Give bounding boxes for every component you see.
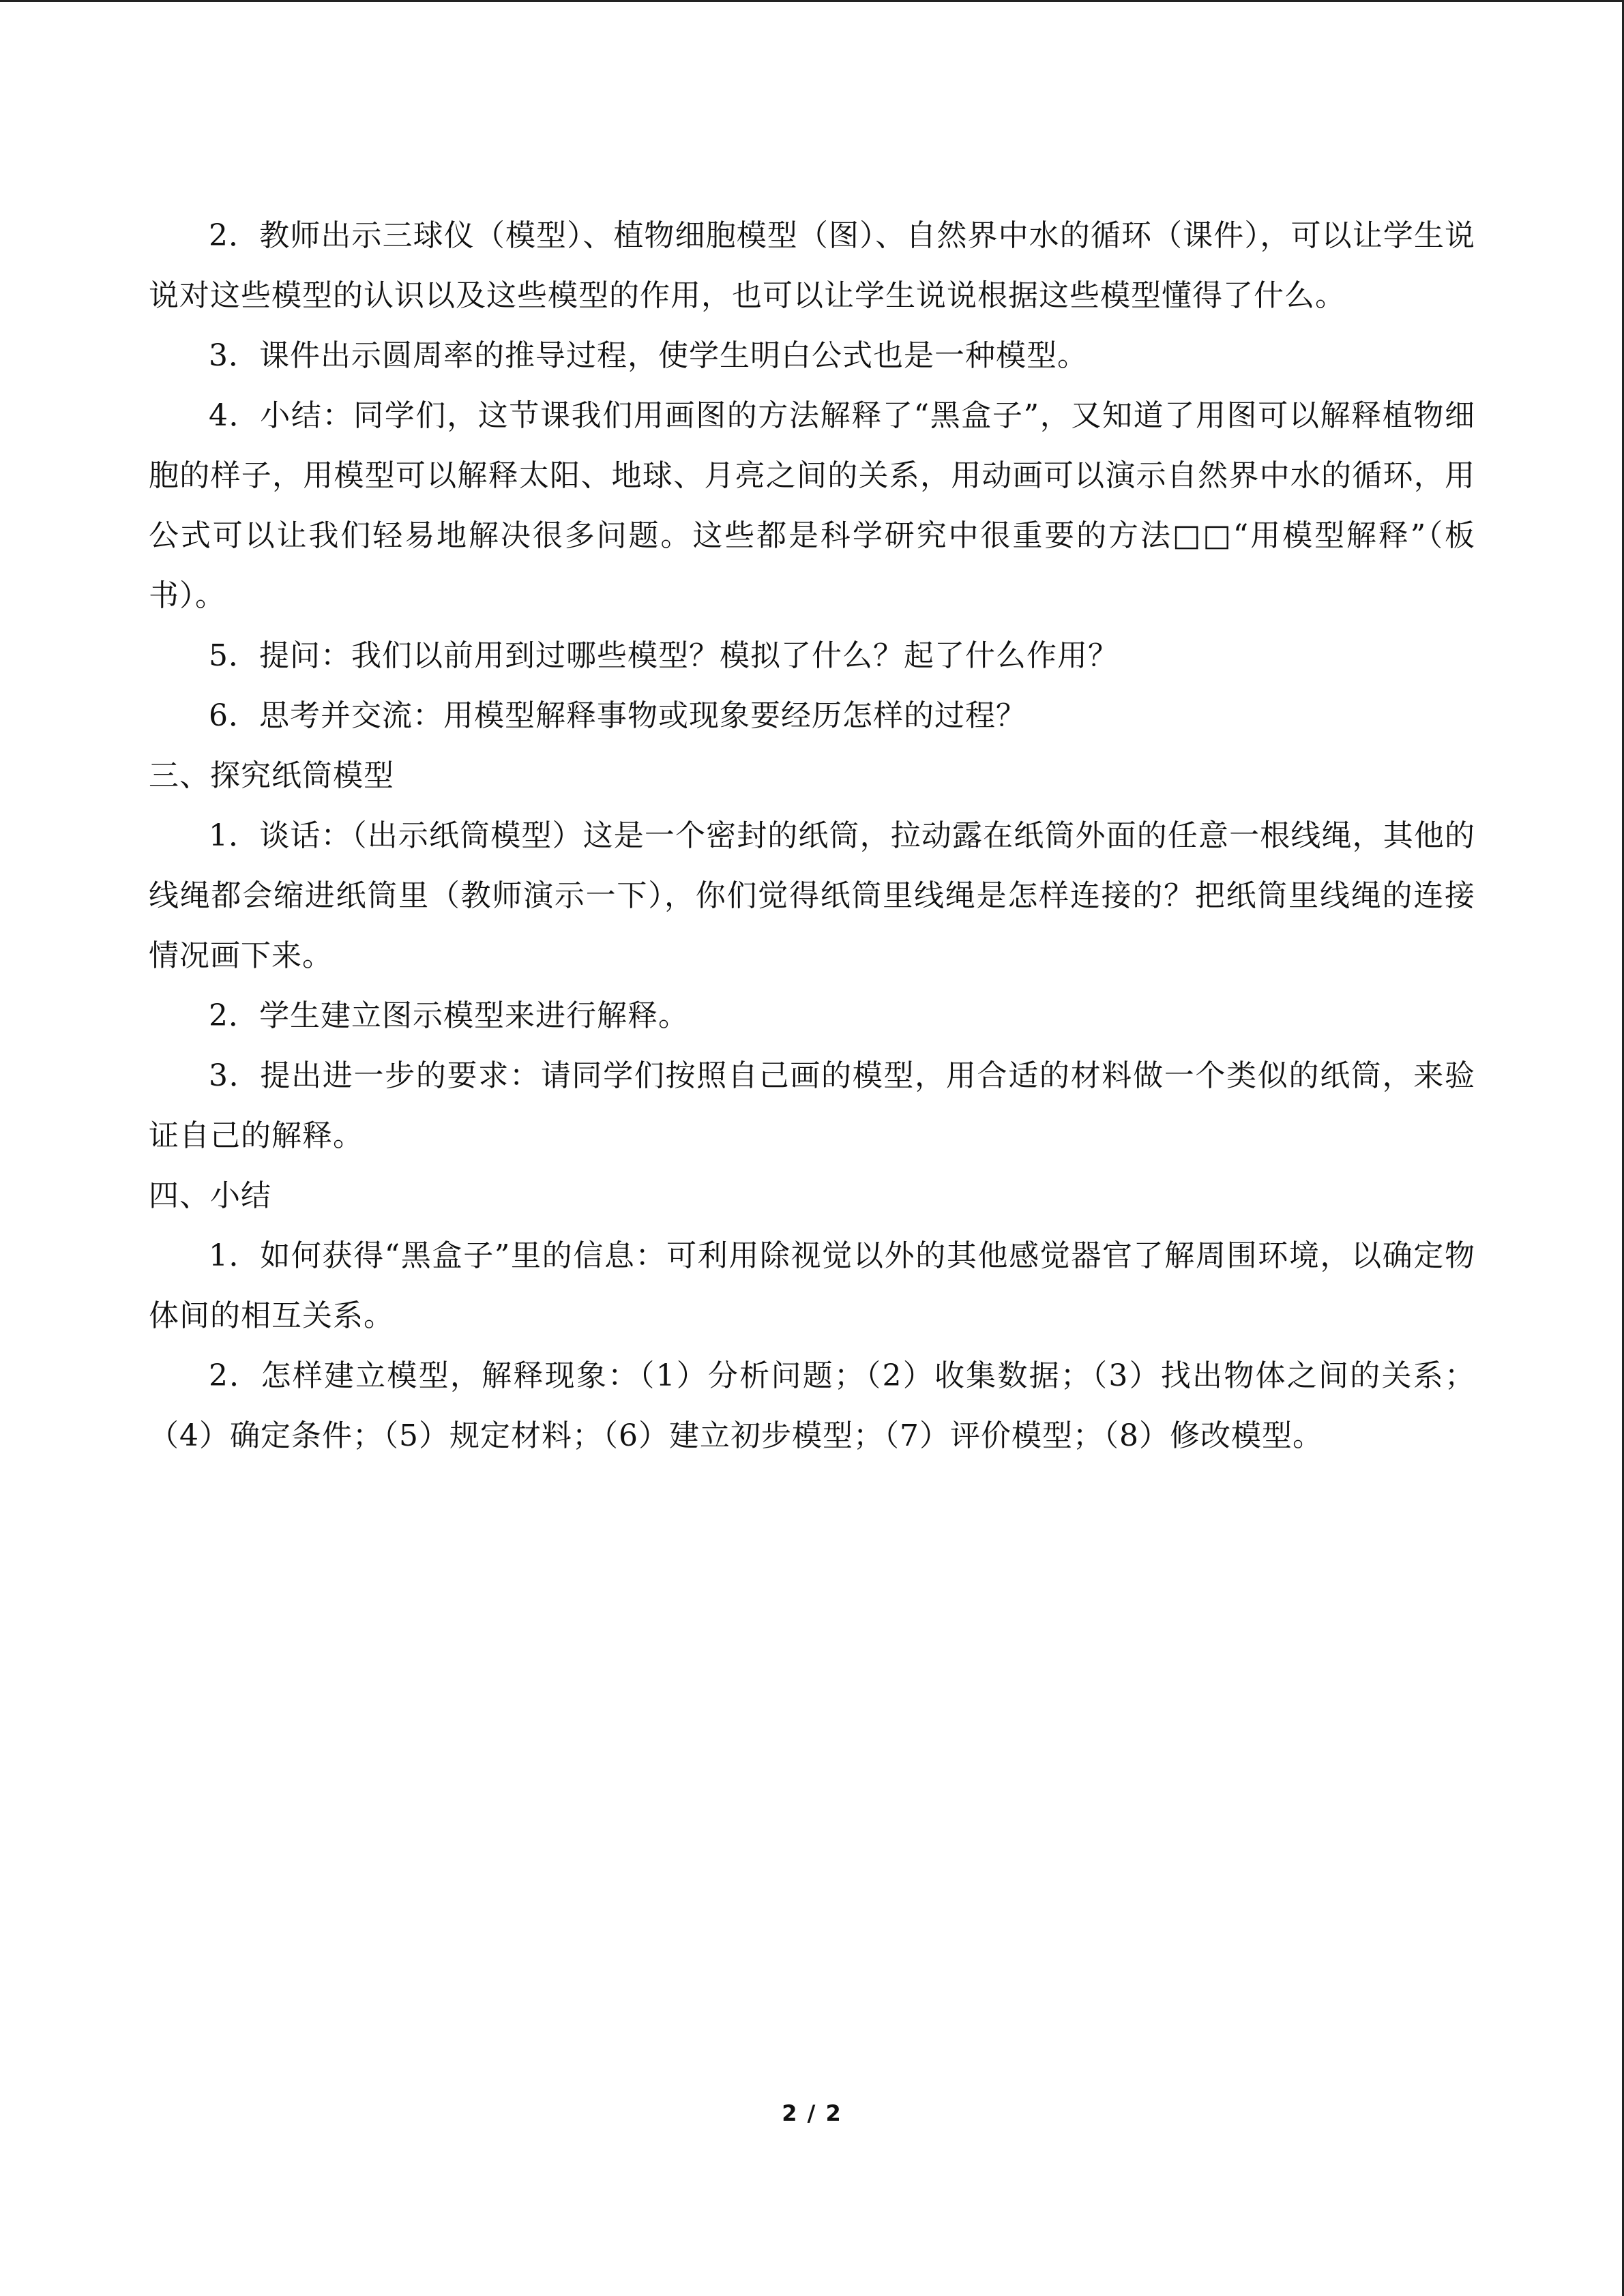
paragraph-summary-2: 2．怎样建立模型，解释现象：（1）分析问题；（2）收集数据；（3）找出物体之间的关系；（4）确定条件；（5）规定材料；（6）建立初步模型；（7）评价模型；（8）修改模型。 (149, 1358, 1475, 1453)
paragraph-summary-1: 1．如何获得“黑盒子”里的信息：可利用除视觉以外的其他感觉器官了解周围环境，以确定物体间的相互关系。 (149, 1238, 1475, 1333)
paragraph-3-pi-formula: 3．课件出示圆周率的推导过程，使学生明白公式也是一种模型。 (209, 338, 1088, 373)
paragraph-tube-requirement: 3．提出进一步的要求：请同学们按照自己画的模型，用合适的材料做一个类似的纸筒，来验证自己的解释。 (149, 1058, 1475, 1153)
page-border-top (0, 0, 1624, 2)
paragraph-4-summary: 4．小结：同学们，这节课我们用画图的方法解释了“黑盒子”，又知道了用图可以解释植物细胞的样子，用模型可以解释太阳、地球、月亮之间的关系，用动画可以演示自然界中水的循环，用公式可以让我们轻易地解决很多问题。这些都是科学研究中很重要的方法□□“用模型解释”（板书）。 (149, 398, 1475, 613)
paragraph-tube-talk: 1．谈话：（出示纸筒模型）这是一个密封的纸筒，拉动露在纸筒外面的任意一根线绳，其他的线绳都会缩进纸筒里（教师演示一下），你们觉得纸筒里线绳是怎样连接的？把纸筒里线绳的连接情况画下来。 (149, 818, 1475, 973)
paragraph-5-question: 5．提问：我们以前用到过哪些模型？模拟了什么？起了什么作用？ (209, 638, 1119, 673)
page-number: 2 / 2 (782, 2100, 842, 2126)
paragraph-tube-model: 2．学生建立图示模型来进行解释。 (209, 998, 689, 1033)
paragraph-2-models: 2．教师出示三球仪（模型）、植物细胞模型（图）、自然界中水的循环（课件），可以让学生说说对这些模型的认识以及这些模型的作用，也可以让学生说说根据这些模型懂得了什么。 (149, 218, 1475, 313)
section-heading-paper-tube: 三、探究纸筒模型 (149, 758, 394, 793)
section-heading-summary: 四、小结 (149, 1178, 271, 1213)
paragraph-6-discussion: 6．思考并交流：用模型解释事物或现象要经历怎样的过程？ (209, 698, 1027, 733)
document-body (149, 206, 1475, 1466)
